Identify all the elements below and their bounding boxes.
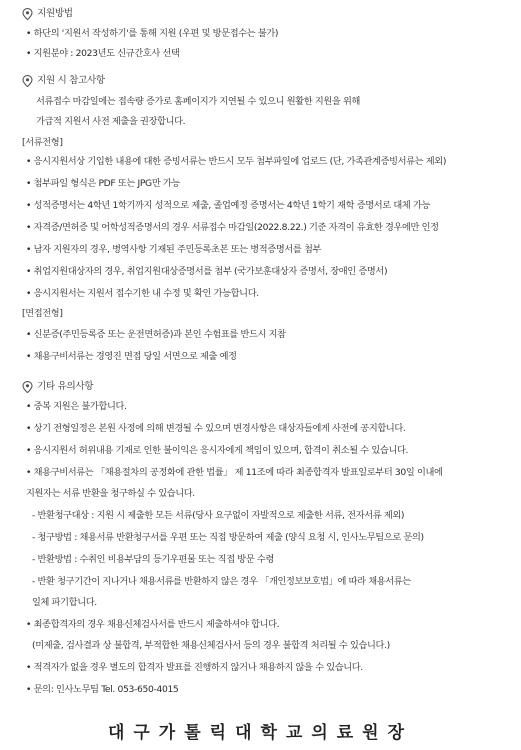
intro-text: 서류접수 마감일에는 접속량 증가로 홈페이지가 지연될 수 있으니 원활한 지원을 위해: [36, 96, 361, 107]
list-item: • 지원분야 : 2023년도 신규간호사 선택: [26, 48, 180, 59]
section-title: 지원 시 참고사항: [37, 75, 105, 86]
sub-item: - 반환청구대상 : 지원 시 제출한 모든 서류(당사 요구없이 자발적으로 제출한 서류, 전자서류 제외): [32, 510, 405, 521]
location-pin-icon: [22, 75, 33, 87]
group-label-document-screening: [서류전형]: [22, 137, 63, 148]
list-item: • 응시지원서 허위내용 기재로 인한 불이익은 응시자에게 책임이 있으며, 합격이 취소될 수 있습니다.: [26, 445, 409, 456]
group-label-interview: [면접전형]: [22, 308, 63, 319]
list-item: • 채용구비서류는 「채용절차의 공정화에 관한 법률」 제 11조에 따라 최종합격자 발표일로부터 30일 이내에: [26, 467, 443, 478]
section-title: 기타 유의사항: [37, 381, 94, 392]
list-item: • 응시지원서상 기입한 내용에 대한 증빙서류는 반드시 모두 첨부파일에 업로드 (단, 가족관계증빙서류는 제외): [26, 156, 447, 167]
sub-item: - 반환 청구기간이 지나거나 채용서류를 반환하지 않은 경우 「개인정보보호법」에 따라 채용서류는: [32, 576, 411, 587]
list-item: • 남자 지원자의 경우, 병역사항 기재된 주민등록초본 또는 병적증명서를 첨부: [26, 244, 322, 255]
list-item: • 첨부파일 형식은 PDF 또는 JPG만 가능: [26, 178, 180, 189]
list-item: • 신분증(주민등록증 또는 운전면허증)과 본인 수험표를 반드시 지참: [26, 329, 286, 340]
sub-item: - 청구방법 : 채용서류 반환청구서를 우편 또는 직접 방문하여 제출 (양식 요청 시, 인사노무팀으로 문의): [32, 532, 424, 543]
note-text: (미제출, 검사결과 상 불합격, 부적합한 채용신체검사서 등의 경우 불합격 처리될 수 있습니다.): [32, 640, 390, 651]
list-item: • 적격자가 없을 경우 별도의 합격자 발표를 진행하지 않거나 채용하지 않을 수 있습니다.: [26, 662, 363, 673]
list-item: • 중복 지원은 불가합니다.: [26, 401, 127, 412]
contact-info: • 문의: 인사노무팀 Tel. 053-650-4015: [26, 684, 179, 695]
section-title: 지원방법: [37, 8, 73, 19]
list-item: 지원자는 서류 반환을 청구하실 수 있습니다.: [26, 488, 195, 499]
list-item: • 상기 전형일정은 본원 사정에 의해 변경될 수 있으며 변경사항은 대상자들에게 사전에 공지합니다.: [26, 423, 406, 434]
section-heading-application-method: [22, 8, 73, 20]
location-pin-icon: [22, 8, 33, 20]
sub-item: - 반환방법 : 수취인 비용부담의 등기우편물 또는 직접 방문 수령: [32, 554, 274, 565]
intro-text: 가급적 지원서 사전 제출을 권장합니다.: [36, 116, 186, 127]
list-item: • 최종합격자의 경우 채용신체검사서를 반드시 제출하셔야 합니다.: [26, 619, 280, 630]
sub-item: 일체 파기합니다.: [32, 597, 97, 608]
list-item: • 채용구비서류는 경영진 면접 당일 서면으로 제출 예정: [26, 351, 237, 362]
list-item: • 취업지원대상자의 경우, 취업지원대상증명서를 첨부 (국가보훈대상자 증명서, 장애인 증명서): [26, 266, 388, 277]
list-item: • 성적증명서는 4학년 1학기까지 성적으로 제출, 졸업예정 증명서는 4학년 1학기 재학 증명서로 대체 가능: [26, 200, 431, 211]
location-pin-icon: [22, 381, 33, 393]
list-item: • 자격증/면허증 및 어학성적증명서의 경우 서류접수 마감일(2022.8.22.) 기준 자격이 유효한 경우에만 인정: [26, 222, 439, 233]
list-item: • 응시지원서는 지원서 접수기한 내 수정 및 확인 가능합니다.: [26, 288, 259, 299]
issuer-signature: 대구가톨릭대학교의료원장: [107, 723, 414, 743]
list-item: • 하단의 '지원서 작성하기'를 통해 지원 (우편 및 방문접수는 불가): [26, 28, 279, 39]
section-heading-application-notes: [22, 75, 105, 87]
section-heading-other-notes: [22, 381, 93, 393]
